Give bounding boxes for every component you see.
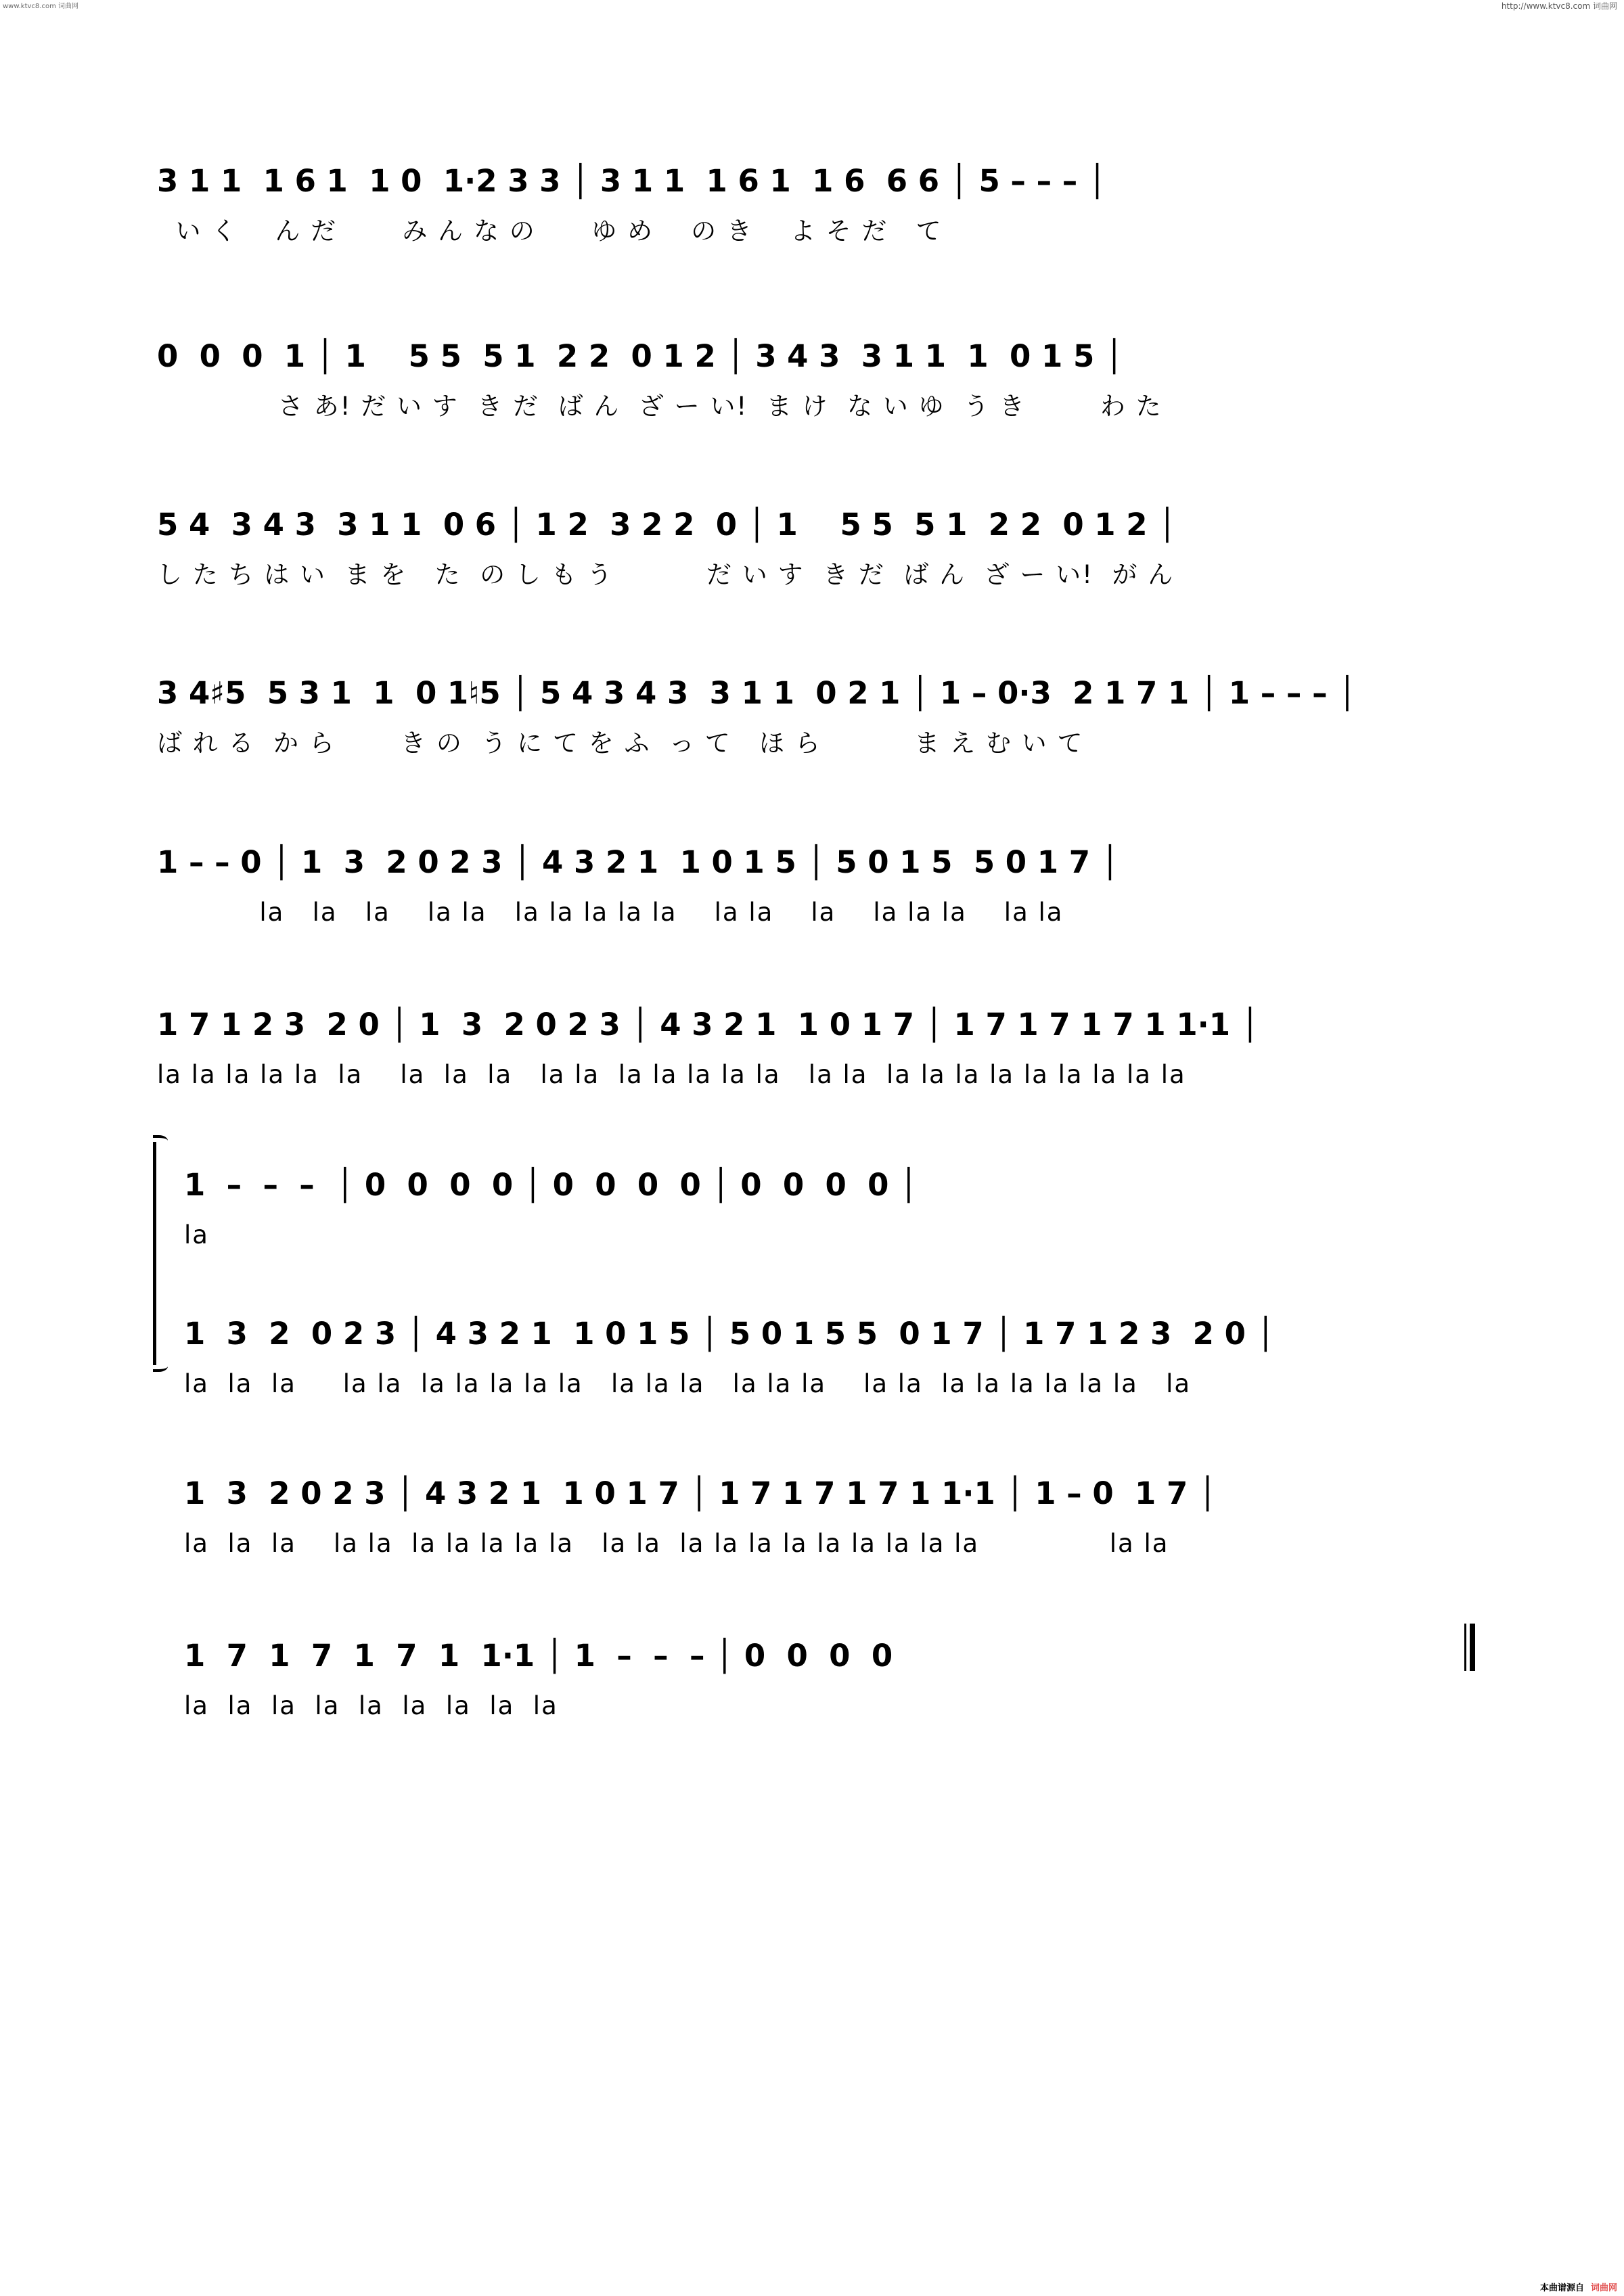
score-row-8 <box>184 1307 1468 1415</box>
lyrics-line: し た ち は い ま を た の し も う だ い す き だ ば ん ざ ー い! が ん <box>157 560 1175 589</box>
score-row-5 <box>157 835 1468 944</box>
score-row-7 <box>184 1158 1468 1266</box>
notation-line: 1 3 2 0 2 3 │ 4 3 2 1 1 0 1 5 │ 5 0 1 5 5 0 1 7 │ 1 7 1 2 3 2 0 │ <box>184 1316 1275 1352</box>
notation-line: 3 1 1 1 6 1 1 0 1·2 3 3 │ 3 1 1 1 6 1 1 6 6 6 │ 5 – – – │ <box>157 163 1107 199</box>
score-row-10 <box>184 1629 1468 1737</box>
notation-line: 0 0 0 1 │ 1 5 5 5 1 2 2 0 1 2 │ 3 4 3 3 1 1 1 0 1 5 │ <box>157 338 1124 374</box>
lyrics-line: la <box>184 1220 209 1249</box>
header-right-text: http://www.ktvc8.com 词曲网 <box>1501 1 1617 11</box>
notation-line: 3 4♯5 5 3 1 1 0 1♮5 │ 5 4 3 4 3 3 1 1 0 2 1 │ 1 – 0·3 2 1 7 1 │ 1 – – – │ <box>157 675 1357 711</box>
score-row-9 <box>184 1467 1468 1575</box>
score-row-3 <box>157 498 1468 606</box>
score-row-6 <box>157 998 1468 1106</box>
footer-site[interactable]: 词曲网 <box>1590 2283 1617 2293</box>
header-left-text: www.ktvc8.com 词曲网 <box>3 3 79 10</box>
notation-line: 1 – – 0 │ 1 3 2 0 2 3 │ 4 3 2 1 1 0 1 5 │ 5 0 1 5 5 0 1 7 │ <box>157 844 1119 880</box>
lyrics-line: la la la la la la la la la la la la la la la la la la <box>157 898 1064 927</box>
lyrics-line: さ あ! だ い す き だ ば ん ざ ー い! ま け な い ゆ う き わ た <box>157 392 1163 421</box>
notation-line: 1 7 1 2 3 2 0 │ 1 3 2 0 2 3 │ 4 3 2 1 1 0 1 7 │ 1 7 1 7 1 7 1 1·1 │ <box>157 1007 1259 1042</box>
lyrics-line: la la la la la la la la la <box>184 1691 558 1720</box>
footer-source: 本曲谱源自 <box>1539 2283 1584 2293</box>
score-row-4 <box>157 666 1468 775</box>
lyrics-line: ば れ る か ら き の う に て を ふ っ て ほ ら ま え む い て <box>157 729 1084 758</box>
lyrics-line: la la la la la la la la la la la la la la la la la la la la la la la la la <box>184 1369 1192 1398</box>
footer <box>1540 2280 1617 2293</box>
lyrics-line: い く ん だ み ん な の ゆ め の き よ そ だ て <box>157 216 943 246</box>
lyrics-line: la la la la la la la la la la la la la la la la la la la la la la la la la la la <box>157 1060 1186 1089</box>
notation-line: 1 3 2 0 2 3 │ 4 3 2 1 1 0 1 7 │ 1 7 1 7 1 7 1 1·1 │ 1 – 0 1 7 │ <box>184 1475 1217 1511</box>
notation-line: 1 – – – │ 0 0 0 0 │ 0 0 0 0 │ 0 0 0 0 │ <box>184 1167 918 1203</box>
score-row-1 <box>157 154 1468 262</box>
notation-line: 1 7 1 7 1 7 1 1·1 │ 1 – – – │ 0 0 0 0 <box>184 1638 893 1674</box>
system-bracket <box>153 1142 168 1365</box>
score-row-2 <box>157 329 1468 438</box>
notation-line: 5 4 3 4 3 3 1 1 0 6 │ 1 2 3 2 2 0 │ 1 5 5 5 1 2 2 0 1 2 │ <box>157 507 1177 543</box>
final-barline <box>1464 1624 1475 1671</box>
lyrics-line: la la la la la la la la la la la la la la la la la la la la la la la <box>184 1529 1169 1558</box>
